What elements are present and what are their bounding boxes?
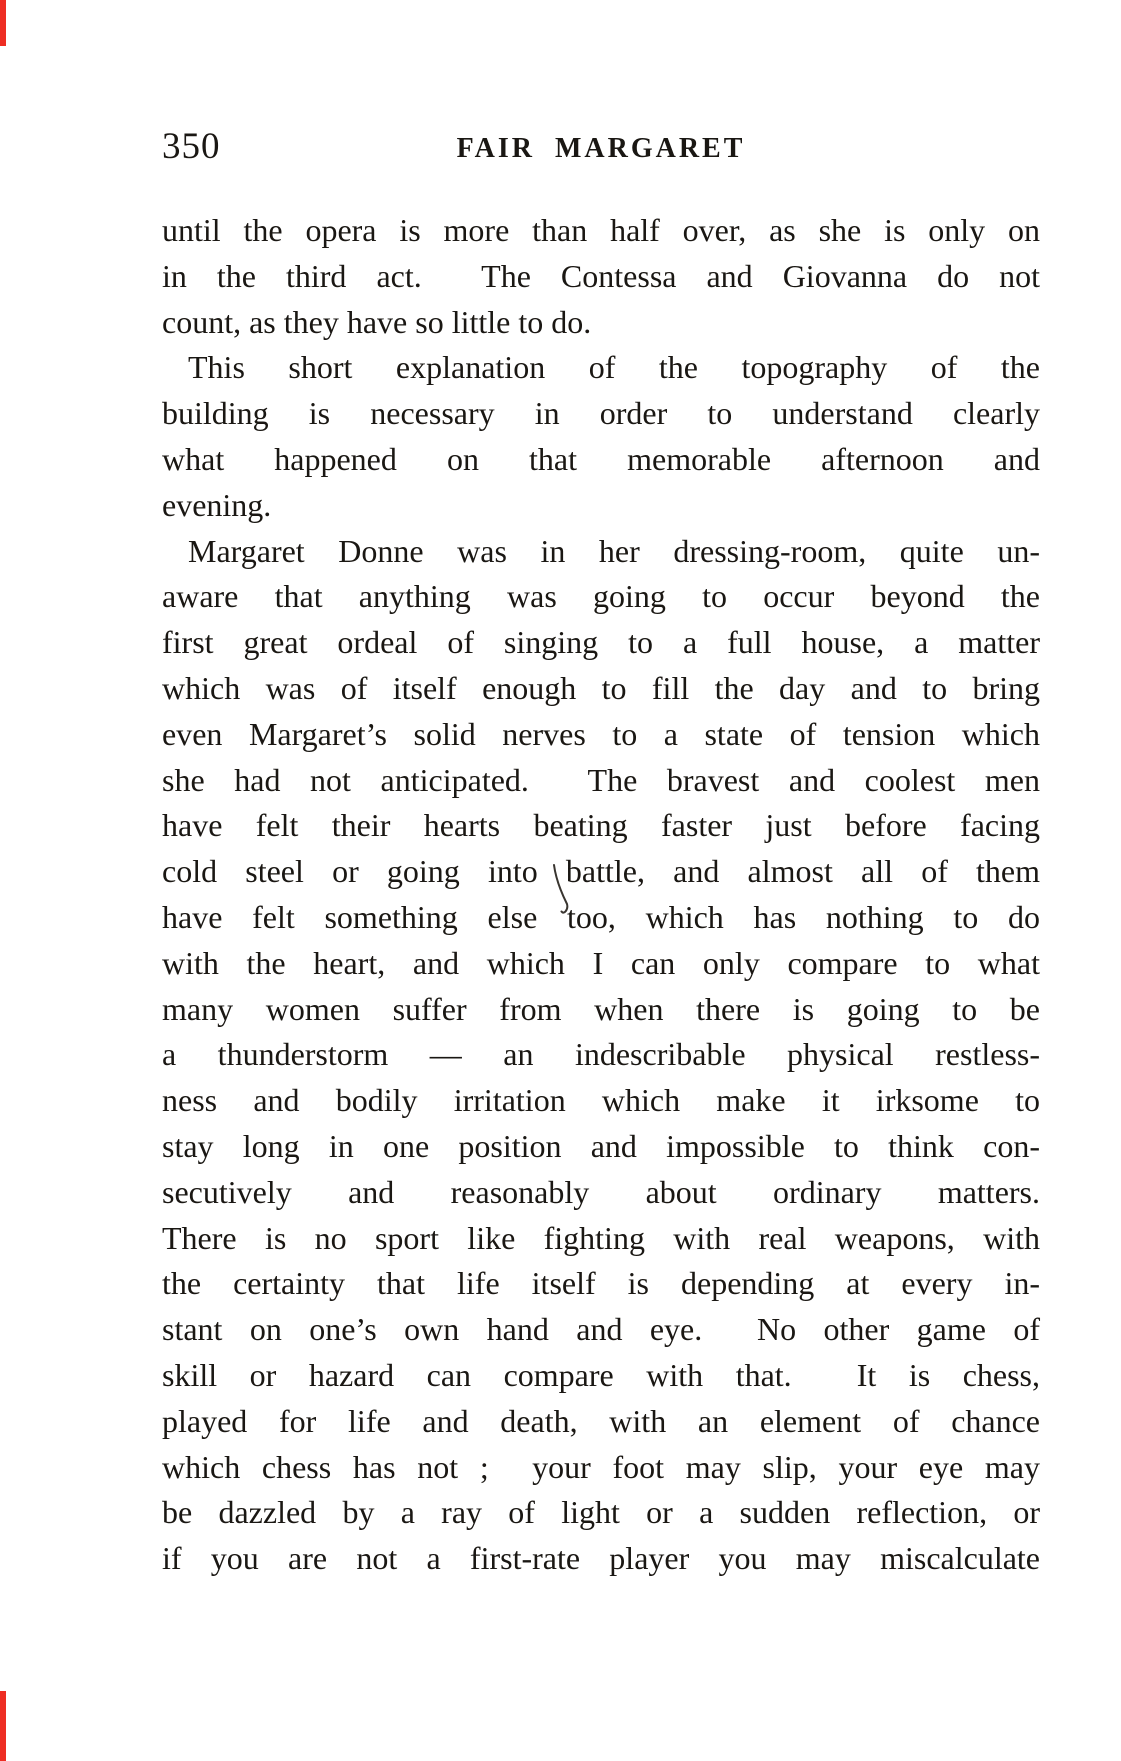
- text-line: stant on one’s own hand and eye. No other game of: [162, 1311, 1040, 1348]
- text-line: count, as they have so little to do.: [162, 303, 592, 340]
- text-line: the certainty that life itself is depending at every in-: [162, 1265, 1040, 1302]
- text-line: cold steel or going into battle, and almost all of them: [162, 853, 1040, 890]
- running-title: FAIR MARGARET: [456, 133, 746, 164]
- text-line: which chess has not ; your foot may slip, your eye may: [162, 1448, 1040, 1485]
- text-line: she had not anticipated. The bravest and coolest men: [162, 761, 1040, 798]
- text-line: be dazzled by a ray of light or a sudden reflection, or: [162, 1494, 1040, 1531]
- text-line: with the heart, and which I can only compare to what: [162, 944, 1040, 981]
- text-line: which was of itself enough to fill the day and to bring: [162, 669, 1040, 706]
- page-number: 350: [162, 126, 221, 167]
- text-line: many women suffer from when there is going to be: [162, 990, 1040, 1027]
- text-line: have felt something else too, which has nothing to do: [162, 898, 1040, 935]
- text-line: played for life and death, with an element of chance: [162, 1402, 1040, 1439]
- text-line: what happened on that memorable afternoon and: [162, 440, 1040, 477]
- text-line: skill or hazard can compare with that. It is chess,: [162, 1356, 1040, 1393]
- text-line: first great ordeal of singing to a full house, a matter: [162, 624, 1040, 661]
- text-line: building is necessary in order to understand clearly: [162, 395, 1040, 432]
- scan-edge-mark-top: [0, 0, 6, 46]
- text-line: stay long in one position and impossible to think con-: [162, 1127, 1040, 1164]
- text-line: have felt their hearts beating faster just before facing: [162, 807, 1040, 844]
- page-header: [162, 128, 1040, 170]
- text-line: aware that anything was going to occur beyond the: [162, 578, 1040, 615]
- text-line: in the third act. The Contessa and Giovanna do not: [162, 257, 1040, 294]
- scan-edge-mark-bottom: [0, 1691, 6, 1761]
- text-line: secutively and reasonably about ordinary matters.: [162, 1173, 1040, 1210]
- text-line: There is no sport like fighting with real weapons, with: [162, 1219, 1040, 1256]
- page-body-text: [162, 208, 1040, 1582]
- text-line: ness and bodily irritation which make it irksome to: [162, 1082, 1040, 1119]
- text-line: even Margaret’s solid nerves to a state of tension which: [162, 715, 1040, 752]
- text-line: if you are not a first-rate player you may miscalculate: [162, 1540, 1040, 1577]
- text-line: until the opera is more than half over, as she is only on: [162, 212, 1040, 248]
- text-line: This short explanation of the topography of the: [188, 349, 1040, 386]
- text-line: a thunderstorm — an indescribable physical restless-: [162, 1036, 1040, 1073]
- text-line: Margaret Donne was in her dressing-room, quite un-: [188, 532, 1040, 569]
- text-line: evening.: [162, 486, 272, 523]
